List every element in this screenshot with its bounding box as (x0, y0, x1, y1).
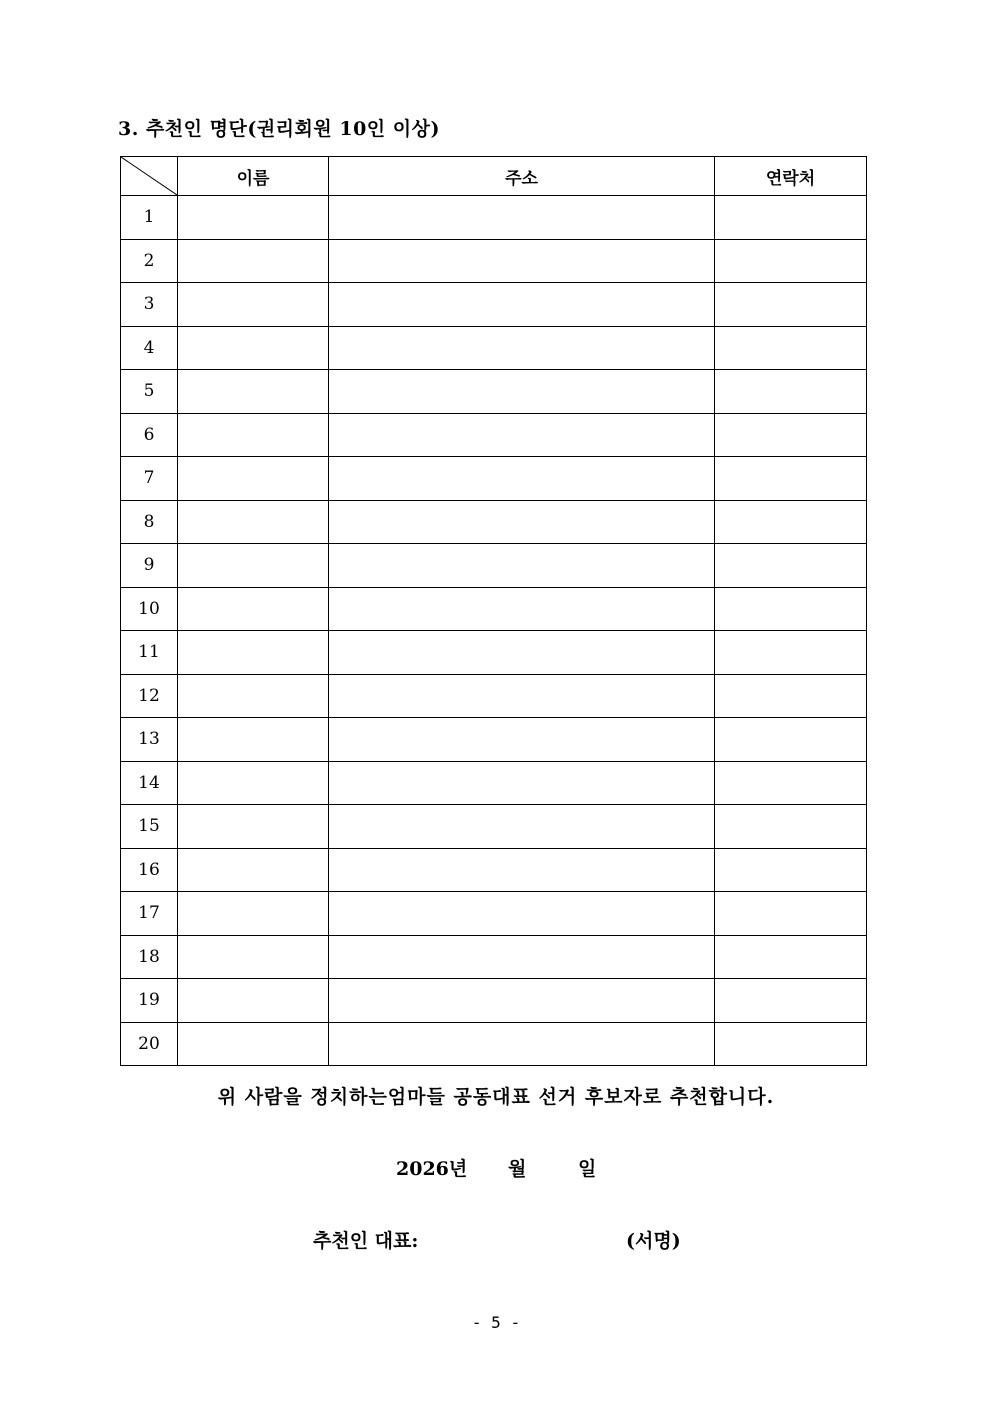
table-row (121, 413, 867, 457)
name-cell[interactable] (178, 326, 329, 370)
name-cell[interactable] (178, 196, 329, 240)
address-cell[interactable] (329, 674, 715, 718)
table-row (121, 761, 867, 805)
table-row (121, 239, 867, 283)
contact-cell[interactable] (715, 413, 867, 457)
address-cell[interactable] (329, 239, 715, 283)
row-number: 14 (121, 761, 178, 805)
address-cell[interactable] (329, 848, 715, 892)
signature-line (0, 1226, 992, 1252)
row-number: 7 (121, 457, 178, 501)
contact-cell[interactable] (715, 326, 867, 370)
row-number: 9 (121, 544, 178, 588)
row-number: 10 (121, 587, 178, 631)
address-cell[interactable] (329, 196, 715, 240)
address-cell[interactable] (329, 413, 715, 457)
header-name: 이름 (178, 157, 329, 196)
contact-cell[interactable] (715, 457, 867, 501)
name-cell[interactable] (178, 370, 329, 414)
row-number: 8 (121, 500, 178, 544)
contact-cell[interactable] (715, 805, 867, 849)
row-number: 15 (121, 805, 178, 849)
address-cell[interactable] (329, 283, 715, 327)
name-cell[interactable] (178, 848, 329, 892)
contact-cell[interactable] (715, 196, 867, 240)
name-cell[interactable] (178, 283, 329, 327)
contact-cell[interactable] (715, 631, 867, 675)
name-cell[interactable] (178, 674, 329, 718)
table-row (121, 805, 867, 849)
table-row (121, 892, 867, 936)
address-cell[interactable] (329, 457, 715, 501)
contact-cell[interactable] (715, 935, 867, 979)
row-number: 6 (121, 413, 178, 457)
table-row (121, 500, 867, 544)
contact-cell[interactable] (715, 370, 867, 414)
table-row (121, 718, 867, 762)
address-cell[interactable] (329, 761, 715, 805)
name-cell[interactable] (178, 718, 329, 762)
signature-label: 추천인 대표: (313, 1230, 419, 1252)
row-number: 3 (121, 283, 178, 327)
row-number: 18 (121, 935, 178, 979)
name-cell[interactable] (178, 892, 329, 936)
page-number: - 5 - (471, 1313, 521, 1332)
contact-cell[interactable] (715, 239, 867, 283)
contact-cell[interactable] (715, 718, 867, 762)
signature-sign: (서명) (626, 1230, 681, 1252)
row-number: 16 (121, 848, 178, 892)
address-cell[interactable] (329, 979, 715, 1023)
contact-cell[interactable] (715, 761, 867, 805)
row-number: 20 (121, 1022, 178, 1066)
recommender-table (120, 156, 867, 1066)
table-row (121, 370, 867, 414)
date-month: 월 (508, 1158, 527, 1180)
date-line (0, 1154, 992, 1180)
corner-cell (121, 157, 178, 196)
row-number: 12 (121, 674, 178, 718)
table-row (121, 674, 867, 718)
address-cell[interactable] (329, 544, 715, 588)
contact-cell[interactable] (715, 979, 867, 1023)
table-row (121, 848, 867, 892)
name-cell[interactable] (178, 544, 329, 588)
name-cell[interactable] (178, 413, 329, 457)
address-cell[interactable] (329, 935, 715, 979)
recommendation-statement: 위 사람을 정치하는엄마들 공동대표 선거 후보자로 추천합니다. (217, 1086, 775, 1108)
section-title: 3. 추천인 명단(권리회원 10인 이상) (118, 118, 440, 140)
table-row (121, 326, 867, 370)
address-cell[interactable] (329, 805, 715, 849)
header-address: 주소 (329, 157, 715, 196)
table-row (121, 1022, 867, 1066)
name-cell[interactable] (178, 935, 329, 979)
contact-cell[interactable] (715, 544, 867, 588)
table-row (121, 544, 867, 588)
name-cell[interactable] (178, 500, 329, 544)
name-cell[interactable] (178, 631, 329, 675)
row-number: 2 (121, 239, 178, 283)
address-cell[interactable] (329, 631, 715, 675)
address-cell[interactable] (329, 718, 715, 762)
name-cell[interactable] (178, 1022, 329, 1066)
contact-cell[interactable] (715, 500, 867, 544)
date-day: 일 (578, 1158, 597, 1180)
date-year: 2026년 (396, 1158, 468, 1180)
table-row (121, 935, 867, 979)
row-number: 4 (121, 326, 178, 370)
address-cell[interactable] (329, 370, 715, 414)
name-cell[interactable] (178, 587, 329, 631)
contact-cell[interactable] (715, 587, 867, 631)
diagonal-line (121, 157, 177, 195)
row-number: 5 (121, 370, 178, 414)
name-cell[interactable] (178, 239, 329, 283)
row-number: 17 (121, 892, 178, 936)
table-row (121, 587, 867, 631)
table-header-row (121, 157, 867, 196)
table-row (121, 283, 867, 327)
row-number: 13 (121, 718, 178, 762)
name-cell[interactable] (178, 805, 329, 849)
row-number: 1 (121, 196, 178, 240)
name-cell[interactable] (178, 979, 329, 1023)
name-cell[interactable] (178, 457, 329, 501)
contact-cell[interactable] (715, 283, 867, 327)
table-row (121, 631, 867, 675)
row-number: 11 (121, 631, 178, 675)
table-row (121, 457, 867, 501)
contact-cell[interactable] (715, 892, 867, 936)
address-cell[interactable] (329, 892, 715, 936)
row-number: 19 (121, 979, 178, 1023)
address-cell[interactable] (329, 326, 715, 370)
contact-cell[interactable] (715, 674, 867, 718)
table-row (121, 979, 867, 1023)
name-cell[interactable] (178, 761, 329, 805)
address-cell[interactable] (329, 500, 715, 544)
contact-cell[interactable] (715, 848, 867, 892)
contact-cell[interactable] (715, 1022, 867, 1066)
table-row (121, 196, 867, 240)
address-cell[interactable] (329, 587, 715, 631)
address-cell[interactable] (329, 1022, 715, 1066)
header-contact: 연락처 (715, 157, 867, 196)
